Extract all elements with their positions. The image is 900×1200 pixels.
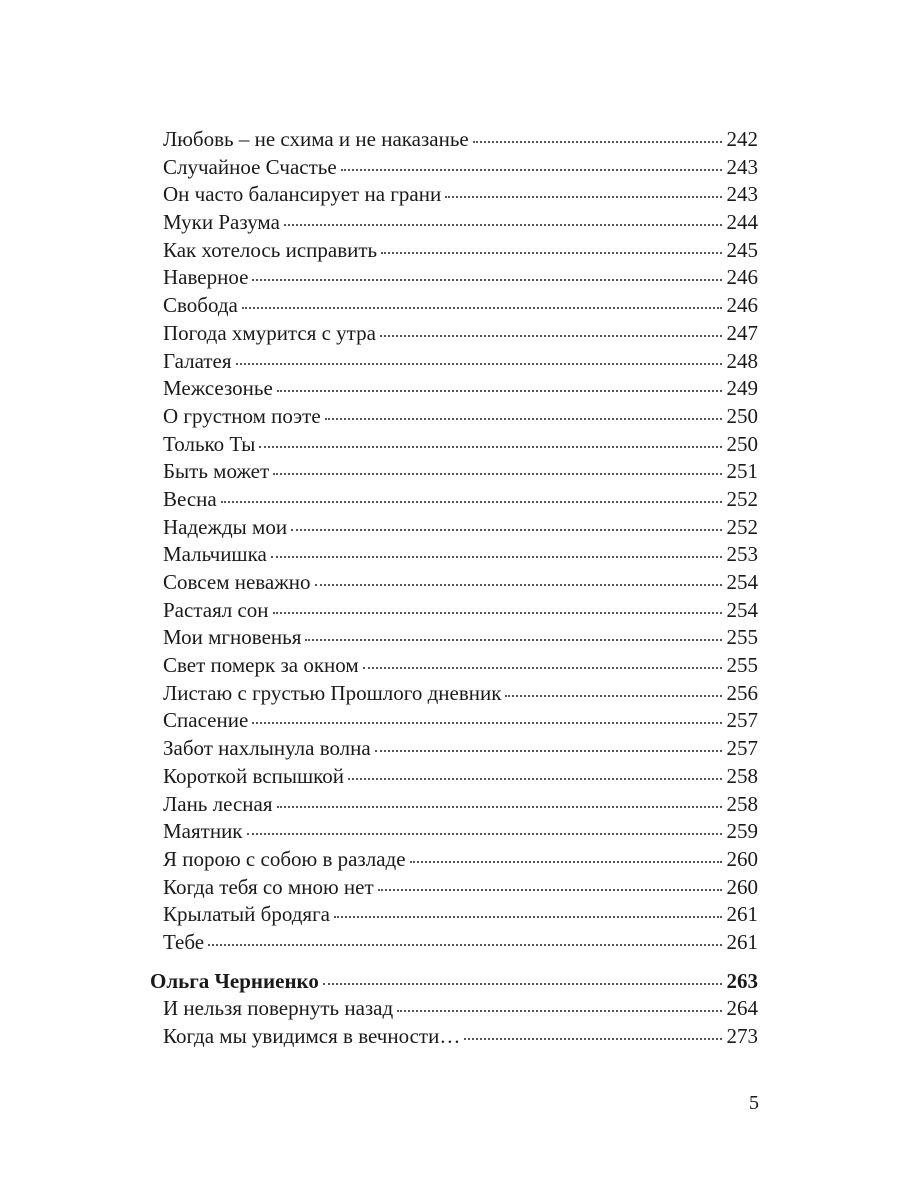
entry-page-number: 261 — [726, 902, 758, 927]
entry-title: Когда тебя со мною нет — [163, 874, 374, 899]
entry-title: Случайное Счастье — [163, 154, 337, 179]
dot-leader — [378, 889, 722, 891]
dot-leader — [445, 196, 722, 198]
entry-page-number: 242 — [726, 127, 758, 151]
dot-leader — [259, 446, 722, 448]
entry-page-number: 258 — [726, 791, 758, 816]
entry-title: Свет померк за окном — [163, 653, 359, 678]
dot-leader — [341, 169, 722, 171]
page-number: 5 — [749, 1092, 759, 1114]
dot-leader — [236, 363, 722, 365]
toc-author-heading — [150, 968, 758, 996]
entry-page-number: 249 — [726, 376, 758, 401]
toc-entry — [150, 320, 758, 348]
entry-title: Только Ты — [163, 431, 256, 456]
entry-page-number: 253 — [726, 542, 758, 567]
dot-leader — [208, 944, 722, 946]
entry-page-number: 264 — [726, 996, 758, 1021]
entry-page-number: 248 — [726, 348, 758, 373]
dot-leader — [284, 224, 722, 226]
dot-leader — [273, 612, 722, 614]
dot-leader — [464, 1038, 722, 1040]
toc-entry — [150, 624, 758, 652]
dot-leader — [291, 529, 722, 531]
entry-title: Любовь – не схима и не наказанье — [163, 127, 469, 151]
entry-title: Лань лесная — [163, 791, 273, 816]
entry-title: Галатея — [163, 348, 232, 373]
entry-title: Растаял сон — [163, 597, 269, 622]
entry-title: Свобода — [163, 293, 238, 318]
toc-entry — [150, 597, 758, 625]
toc-entry — [150, 154, 758, 182]
dot-leader — [271, 556, 722, 558]
toc-entry — [150, 1023, 758, 1051]
dot-leader — [252, 722, 722, 724]
toc-entry — [150, 514, 758, 542]
entry-title: Когда мы увидимся в вечности… — [163, 1024, 461, 1048]
entry-page-number: 260 — [726, 874, 758, 899]
dot-leader — [375, 750, 722, 752]
entry-page-number: 260 — [726, 846, 758, 871]
dot-leader — [277, 390, 722, 392]
toc-entry — [150, 348, 758, 376]
dot-leader — [247, 833, 722, 835]
entry-page-number: 257 — [726, 708, 758, 733]
dot-leader — [325, 418, 722, 420]
toc-entry — [150, 680, 758, 708]
entry-title: Погода хмурится с утра — [163, 320, 376, 345]
entry-title: Мои мгновенья — [163, 625, 302, 650]
dot-leader — [305, 639, 722, 641]
toc-entry — [150, 431, 758, 459]
entry-title: Муки Разума — [163, 210, 280, 235]
entry-page-number: 259 — [726, 819, 758, 844]
entry-title: Совсем неважно — [163, 570, 311, 594]
entry-title: Короткой вспышкой — [163, 763, 344, 788]
author-name: Ольга Черниенко — [150, 968, 319, 993]
toc-entry — [150, 901, 758, 929]
entry-title: Я порою с собою в разладе — [163, 846, 406, 871]
dot-leader — [505, 695, 722, 697]
entry-title: Тебе — [163, 929, 205, 954]
entry-page-number: 250 — [726, 403, 758, 428]
entry-page-number: 263 — [726, 968, 758, 993]
toc-entry — [150, 403, 758, 431]
entry-page-number: 250 — [726, 431, 758, 456]
dot-leader — [473, 141, 722, 143]
toc-entry — [150, 874, 758, 902]
entry-title: Надежды мои — [163, 514, 288, 539]
entry-page-number: 254 — [726, 597, 758, 622]
entry-title: Как хотелось исправить — [163, 237, 378, 262]
toc-entry — [150, 818, 758, 846]
entry-page-number: 251 — [726, 459, 758, 484]
toc-entry — [150, 846, 758, 874]
entry-page-number: 258 — [726, 763, 758, 788]
toc-entry — [150, 569, 758, 597]
entry-page-number: 252 — [726, 486, 758, 511]
entry-page-number: 255 — [726, 625, 758, 650]
entry-page-number: 257 — [726, 736, 758, 761]
entry-title: Он часто балансирует на грани — [163, 182, 442, 207]
dot-leader — [380, 335, 722, 337]
dot-leader — [381, 252, 722, 254]
dot-leader — [242, 307, 722, 309]
entry-title: Межсезонье — [163, 376, 273, 401]
toc-entry — [150, 375, 758, 403]
dot-leader — [277, 806, 723, 808]
entry-title: Быть может — [163, 459, 270, 484]
entry-page-number: 261 — [726, 929, 758, 954]
toc-entry — [150, 292, 758, 320]
dot-leader — [410, 861, 722, 863]
entry-page-number: 252 — [726, 514, 758, 539]
entry-page-number: 254 — [726, 570, 758, 594]
toc-entry — [150, 458, 758, 486]
entry-page-number: 256 — [726, 680, 758, 705]
dot-leader — [252, 279, 722, 281]
entry-title: Мальчишка — [163, 542, 267, 567]
entry-page-number: 243 — [726, 182, 758, 207]
toc-entry — [150, 652, 758, 680]
entry-page-number: 243 — [726, 154, 758, 179]
entry-title: И нельзя повернуть назад — [163, 996, 394, 1021]
table-of-contents — [150, 126, 758, 1051]
dot-leader — [334, 916, 722, 918]
toc-entry — [150, 486, 758, 514]
entry-title: Маятник — [163, 819, 243, 844]
toc-entry — [150, 735, 758, 763]
toc-entry — [150, 791, 758, 819]
entry-title: Наверное — [163, 265, 249, 290]
entry-title: Листаю с грустью Прошлого дневник — [163, 680, 502, 705]
entry-title: Забот нахлынула волна — [163, 736, 371, 761]
dot-leader — [348, 778, 722, 780]
toc-entry — [150, 707, 758, 735]
toc-entry — [150, 995, 758, 1023]
entry-page-number: 246 — [726, 265, 758, 290]
entry-title: О грустном поэте — [163, 403, 321, 428]
entry-page-number: 246 — [726, 293, 758, 318]
toc-entry — [150, 264, 758, 292]
entry-title: Весна — [163, 486, 217, 511]
dot-leader — [273, 473, 722, 475]
entry-page-number: 245 — [726, 237, 758, 262]
entry-title: Спасение — [163, 708, 249, 733]
toc-entry — [150, 237, 758, 265]
entry-page-number: 255 — [726, 653, 758, 678]
entry-page-number: 247 — [726, 320, 758, 345]
toc-entry — [150, 209, 758, 237]
toc-entry — [150, 929, 758, 957]
entry-page-number: 244 — [726, 210, 758, 235]
dot-leader — [315, 584, 722, 586]
toc-entry — [150, 126, 758, 154]
dot-leader — [323, 983, 722, 985]
toc-entry — [150, 541, 758, 569]
entry-title: Крылатый бродяга — [163, 902, 331, 927]
dot-leader — [221, 501, 722, 503]
dot-leader — [363, 667, 722, 669]
dot-leader — [397, 1010, 722, 1012]
toc-entry — [150, 763, 758, 791]
toc-entry — [150, 181, 758, 209]
entry-page-number: 273 — [726, 1024, 758, 1048]
